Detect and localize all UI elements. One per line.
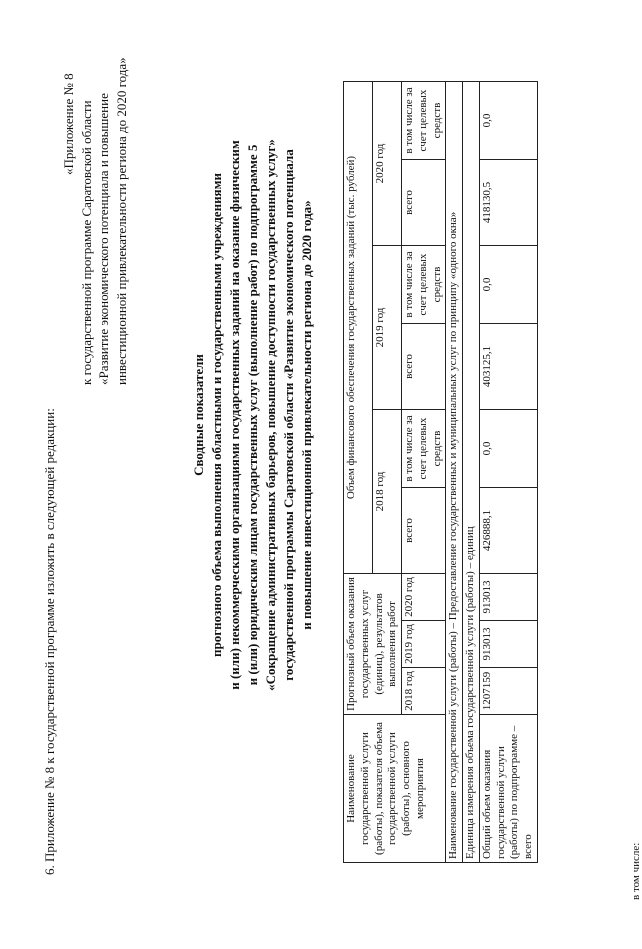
appendix-line: к государственной программе Саратовской области (78, 100, 94, 385)
heading-line: и (или) некоммерческими организациями государственных заданий на оказание физическим (226, 140, 242, 690)
heading-line: и (или) юридическим лицам государственных услуг (выполнение работ) по подпрограмме 5 (244, 144, 260, 686)
sub-target-header: в том числе за счет целевых средств (402, 246, 446, 324)
finance-year-2020: 2020 год (373, 82, 402, 246)
table-note: в том числе: (630, 842, 642, 900)
heading-line: и повышение инвестиционной привлекательности региона до 2020 года» (298, 200, 314, 630)
service-name-row: Наименование государственной услуги (работы) – Предоставление государственных и муниципальных услуг по принципу «одного окна» (446, 82, 463, 863)
heading-line: «Сокращение административных барьеров, повышение доступности государственных услуг» (262, 139, 278, 691)
finance-value: 418130,5 (479, 160, 537, 246)
finance-value: 403125,1 (479, 324, 537, 410)
finance-year-2019: 2019 год (373, 246, 402, 410)
appendix-line: «Развитие экономического потенциала и повышение (96, 93, 112, 385)
document-heading (190, 45, 316, 785)
finance-value: 0,0 (479, 410, 537, 488)
unit-row: Единица измерения объема государственной услуги (работы) – единиц (463, 82, 480, 863)
finance-year-2018: 2018 год (373, 410, 402, 574)
forecast-value: 913013 (479, 574, 537, 621)
finance-value: 0,0 (479, 82, 537, 160)
sub-target-header: в том числе за счет целевых средств (402, 410, 446, 488)
intro-text: 6. Приложение № 8 к государственной программе изложить в следующей редакции: (42, 408, 57, 875)
appendix-line: инвестиционной привлекательности региона до 2020 года» (113, 57, 129, 385)
sub-total-header: всего (402, 488, 446, 574)
finance-header: Объем финансового обеспечения государственных заданий (тыс. рублей) (344, 82, 373, 574)
heading-line: государственной программы Саратовской области «Развитие экономического потенциала (280, 149, 296, 681)
col-name-header: Наименование государственной услуги (работы), показателя объема государственной услуги (работы), основного мероприятия (344, 715, 446, 863)
indicators-table (343, 81, 538, 863)
row-label: Общий объем оказания государственной услуги (работы) по подпрограмме – всего (479, 715, 537, 863)
finance-value: 426888,1 (479, 488, 537, 574)
forecast-value: 1207159 (479, 668, 537, 715)
table-row (479, 82, 537, 863)
sub-total-header: всего (402, 160, 446, 246)
finance-value: 0,0 (479, 246, 537, 324)
forecast-value: 913013 (479, 621, 537, 668)
appendix-title: «Приложение № 8 (61, 73, 76, 175)
sub-total-header: всего (402, 324, 446, 410)
forecast-header: Прогнозный объем оказания государственных услуг (единиц), результатов выполнения работ (344, 574, 402, 715)
forecast-year-2019: 2019 год (402, 621, 446, 668)
heading-line: Сводные показатели (191, 354, 206, 476)
forecast-year-2020: 2020 год (402, 574, 446, 621)
sub-target-header: в том числе за счет целевых средств (402, 82, 446, 160)
appendix-block (60, 30, 130, 385)
heading-line: прогнозного объема выполнения областными и государственными учреждениями (208, 173, 224, 657)
forecast-year-2018: 2018 год (402, 668, 446, 715)
